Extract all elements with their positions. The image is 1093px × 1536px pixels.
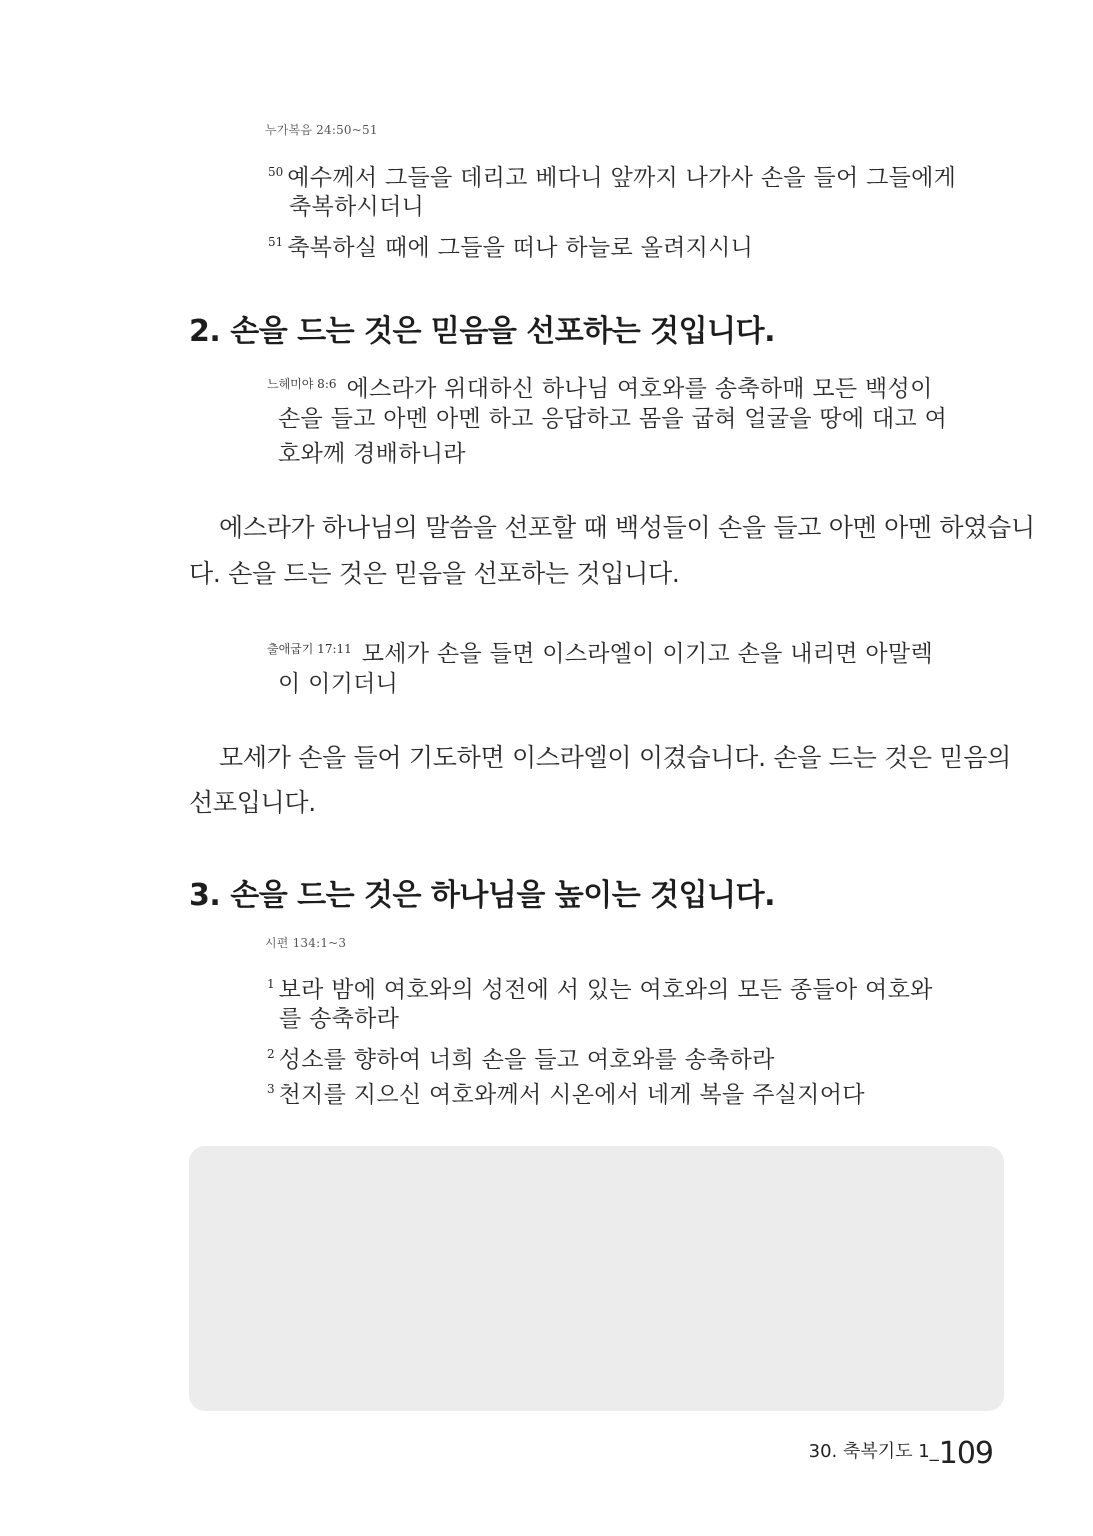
verse-text: 천지를 지으신 여호와께서 시온에서 네게 복을 주실지어다	[278, 1082, 865, 1108]
quote-reference: 출애굽기 17:11	[267, 642, 352, 656]
verse-number: 50	[268, 165, 284, 179]
verse-text: 성소를 향하여 너희 손을 들고 여호와를 송축하라	[278, 1047, 775, 1073]
quote-nehemiah-line3: 호와께 경배하니라	[278, 441, 466, 467]
verse-1-continued: 를 송축하라	[279, 1006, 400, 1032]
verse-number: 51	[268, 235, 284, 249]
scripture-reference: 누가복음 24:50~51	[265, 123, 378, 137]
paragraph-2-line2: 선포입니다.	[189, 788, 316, 817]
quote-reference: 느헤미야 8:6	[267, 377, 337, 391]
verse-text: 축복하실 때에 그들을 떠나 하늘로 올려지시니	[287, 235, 754, 261]
verse-number: 2	[267, 1047, 275, 1061]
verse-text: 보라 밤에 여호와의 성전에 서 있는 여호와의 모든 종들아 여호와	[278, 977, 933, 1003]
quote-exodus-line2: 이 이기더니	[278, 671, 399, 697]
paragraph-2-line1: 모세가 손을 들어 기도하면 이스라엘이 이겼습니다. 손을 드는 것은 믿음의	[219, 743, 1011, 772]
quote-nehemiah	[267, 367, 933, 407]
section-heading-3: 3. 손을 드는 것은 하나님을 높이는 것입니다.	[189, 878, 775, 913]
section-heading-2: 2. 손을 드는 것은 믿음을 선포하는 것입니다.	[189, 314, 775, 349]
paragraph-1-line1: 에스라가 하나님의 말씀을 선포할 때 백성들이 손을 들고 아멘 아멘 하였습니	[219, 513, 1035, 542]
verse-text: 예수께서 그들을 데리고 베다니 앞까지 나가사 손을 들어 그들에게	[287, 165, 957, 191]
chapter-label: 30. 축복기도 1_	[808, 1441, 939, 1462]
paragraph-1-line2: 다. 손을 드는 것은 믿음을 선포하는 것입니다.	[189, 559, 680, 588]
verse-51	[268, 225, 753, 266]
quote-nehemiah-line2: 손을 들고 아멘 아멘 하고 응답하고 몸을 굽혀 얼굴을 땅에 대고 여	[278, 406, 948, 432]
page-footer	[809, 1436, 993, 1471]
quote-text: 에스라가 위대하신 하나님 여호와를 송축하매 모든 백성이	[346, 376, 933, 402]
verse-number: 1	[267, 977, 275, 991]
quote-text: 모세가 손을 들면 이스라엘이 이기고 손을 내리면 아말렉	[361, 641, 933, 667]
verse-50-continued: 축복하시더니	[289, 194, 425, 220]
quote-exodus	[267, 632, 933, 672]
notes-box	[189, 1146, 1004, 1411]
page-number: 109	[938, 1436, 993, 1471]
scripture-reference: 시편 134:1~3	[265, 936, 347, 950]
verse-3	[267, 1072, 865, 1113]
verse-number: 3	[267, 1082, 275, 1096]
